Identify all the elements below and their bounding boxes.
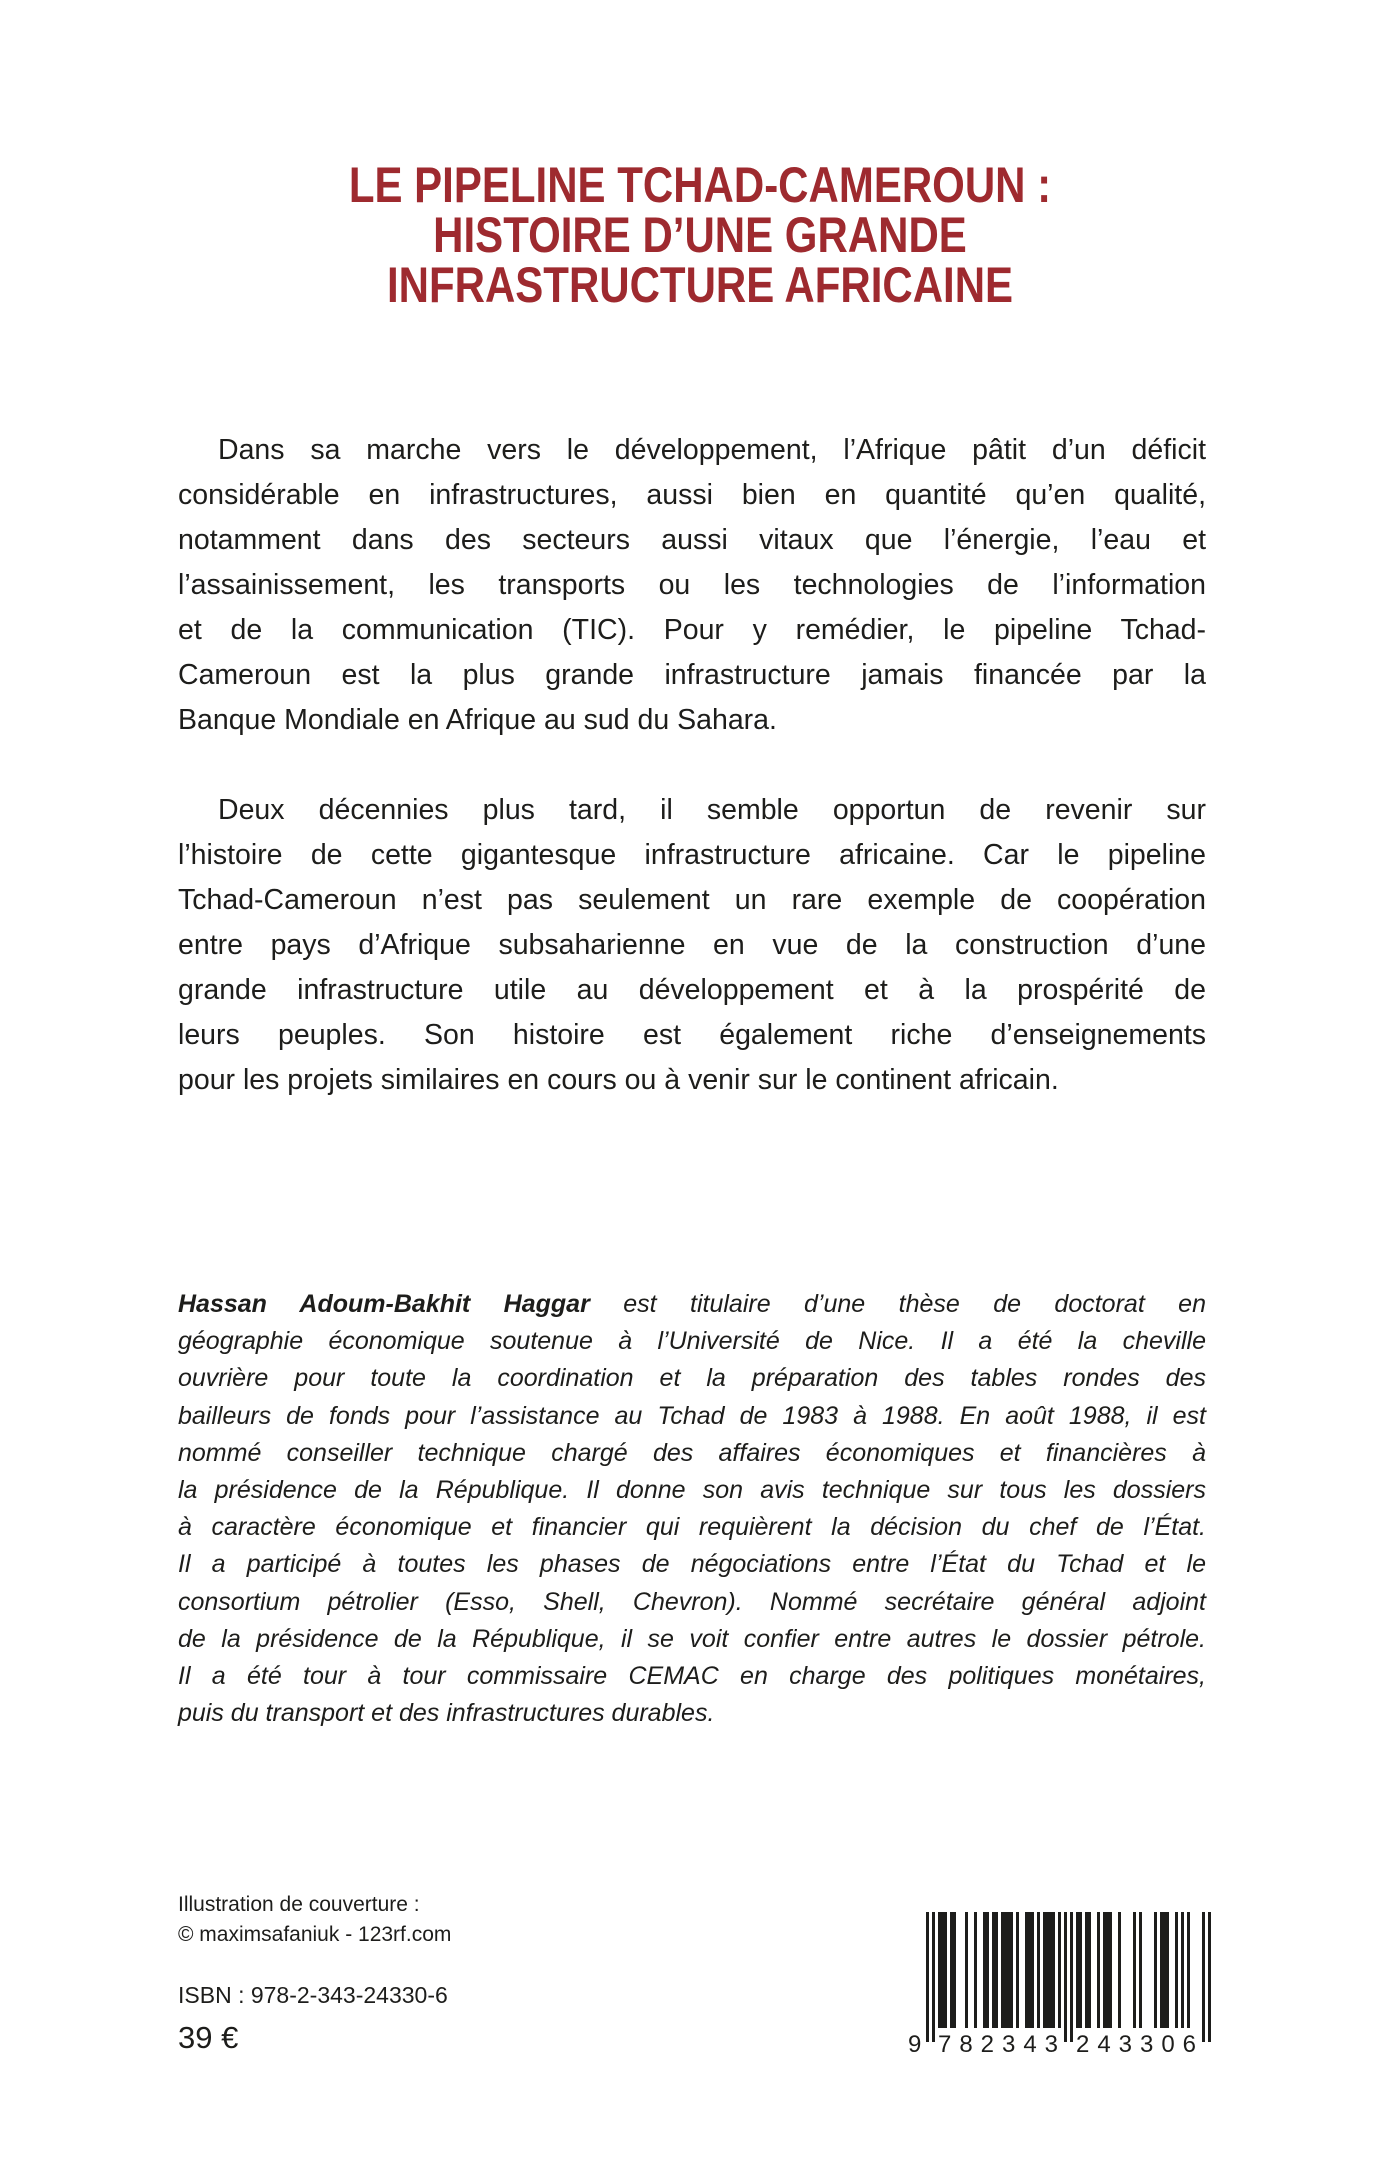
bio-line: Il a été tour à tour commissaire CEMAC en charge des politiques monétaires,	[178, 1661, 1206, 1690]
bio-line: géographie économique soutenue à l’Université de Nice. Il a été la cheville	[178, 1327, 1206, 1356]
barcode-bar	[941, 1912, 944, 2028]
barcode-bar	[1076, 1912, 1079, 2028]
barcode-bar	[1163, 1912, 1166, 2028]
barcode-bar	[1181, 1912, 1184, 2028]
title-line-2: HISTOIRE D’UNE GRANDE	[433, 207, 967, 263]
illustration-label: Illustration de couverture :	[178, 1893, 420, 1916]
isbn-barcode	[900, 1912, 1220, 2062]
barcode-bar	[1208, 1912, 1211, 2042]
paragraph-line: grande infrastructure utile au développement et à la prospérité de	[178, 974, 1206, 1006]
paragraph-line: entre pays d’Afrique subsaharienne en vue de la construction d’une	[178, 929, 1206, 961]
barcode-bar	[1085, 1912, 1088, 2028]
bio-line: ouvrière pour toute la coordination et la préparation des tables rondes des	[178, 1364, 1206, 1393]
barcode-bar	[1010, 1912, 1013, 2028]
barcode-bar	[1166, 1912, 1169, 2028]
barcode-bar	[965, 1912, 968, 2028]
barcode-bar	[1160, 1912, 1163, 2028]
barcode-bar	[1031, 1912, 1034, 2028]
barcode-bar	[1202, 1912, 1205, 2042]
author-name: Hassan Adoum-Bakhit Haggar	[178, 1290, 590, 1318]
bio-line: à caractère économique et financier qui requièrent la décision du chef de l’État.	[178, 1513, 1206, 1542]
summary-paragraph-1	[178, 428, 1206, 743]
bio-line: Il a participé à toutes les phases de négociations entre l’État du Tchad et le	[178, 1550, 1206, 1579]
barcode-bar	[1133, 1912, 1136, 2028]
barcode-right-digits: 243306	[1076, 2031, 1196, 2058]
barcode-bar	[983, 1912, 986, 2028]
barcode-bar	[1043, 1912, 1046, 2028]
isbn: ISBN : 978-2-343-24330-6	[178, 1982, 448, 2008]
barcode-bar	[1028, 1912, 1031, 2028]
paragraph-line: considérable en infrastructures, aussi bien en quantité qu’en qualité,	[178, 479, 1206, 511]
bio-lines	[178, 1323, 1206, 1732]
barcode-bar	[1052, 1912, 1055, 2028]
bio-first-line-text: est titulaire d’une thèse de doctorat en	[623, 1290, 1206, 1318]
barcode-bar	[1064, 1912, 1067, 2042]
paragraph-line: et de la communication (TIC). Pour y remédier, le pipeline Tchad-	[178, 614, 1206, 646]
barcode-bar	[1037, 1912, 1040, 2028]
bio-line	[178, 1286, 1206, 1323]
barcode-bar	[1088, 1912, 1091, 2028]
paragraph-line: Deux décennies plus tard, il semble opportun de revenir sur	[218, 794, 1206, 826]
barcode-bar	[986, 1912, 989, 2028]
barcode-bar	[953, 1912, 956, 2028]
barcode-bar	[932, 1912, 935, 2042]
barcode-left-digits: 782343	[938, 2031, 1058, 2058]
paragraph-line: Tchad-Cameroun n’est pas seulement un rare exemple de coopération	[178, 884, 1206, 916]
barcode-bar	[1187, 1912, 1190, 2028]
barcode-bar	[1079, 1912, 1082, 2028]
barcode-bar	[1097, 1912, 1100, 2028]
paragraph-line: Dans sa marche vers le développement, l’Afrique pâtit d’un déficit	[218, 434, 1206, 466]
barcode-bar	[938, 1912, 941, 2028]
barcode-bar	[944, 1912, 947, 2028]
barcode-bar	[1049, 1912, 1052, 2028]
paragraph-line: Banque Mondiale en Afrique au sud du Sahara.	[178, 704, 777, 736]
bio-line: la présidence de la République. Il donne son avis technique sur tous les dossiers	[178, 1475, 1206, 1504]
bio-line: consortium pétrolier (Esso, Shell, Chevron). Nommé secrétaire général adjoint	[178, 1587, 1206, 1616]
author-bio	[178, 1286, 1206, 1732]
barcode-bar	[1070, 1912, 1073, 2042]
paragraph-line: pour les projets similaires en cours ou à venir sur le continent africain.	[178, 1064, 1059, 1096]
barcode-bar	[995, 1912, 998, 2028]
barcode-bar	[1103, 1912, 1106, 2028]
bio-line: bailleurs de fonds pour l’assistance au Tchad de 1983 à 1988. En août 1988, il est	[178, 1401, 1206, 1430]
illustration-credit: © maximsafaniuk - 123rf.com	[178, 1923, 452, 1946]
barcode-bar	[950, 1912, 953, 2028]
barcode-bar	[1106, 1912, 1109, 2028]
barcode-bar	[1046, 1912, 1049, 2028]
bio-line: nommé conseiller technique chargé des affaires économiques et financières à	[178, 1438, 1206, 1467]
title-line-3: INFRASTRUCTURE AFRICAINE	[386, 257, 1014, 313]
barcode-bar	[1004, 1912, 1007, 2028]
barcode-bar	[1007, 1912, 1010, 2028]
cover-illustration-credit	[178, 1890, 451, 1950]
barcode-bar	[992, 1912, 995, 2028]
bio-line: puis du transport et des infrastructures durables.	[178, 1699, 715, 1728]
barcode-first-digit: 9	[908, 2031, 922, 2058]
barcode-bar	[1109, 1912, 1112, 2028]
price: 39 €	[178, 2020, 239, 2055]
barcode-bar	[1016, 1912, 1019, 2028]
paragraph-line: notamment dans des secteurs aussi vitaux que l’énergie, l’eau et	[178, 524, 1206, 556]
barcode-bar	[1139, 1912, 1142, 2028]
title-line-1: LE PIPELINE TCHAD-CAMEROUN :	[348, 157, 1052, 213]
barcode-bar	[926, 1912, 929, 2042]
barcode-bar	[1025, 1912, 1028, 2028]
summary-paragraph-2	[178, 788, 1206, 1103]
barcode-bar	[1154, 1912, 1157, 2028]
barcode-bar	[1058, 1912, 1061, 2028]
barcode-bar	[1118, 1912, 1121, 2028]
barcode-bar	[1001, 1912, 1004, 2028]
barcode-bar	[1175, 1912, 1178, 2028]
paragraph-line: Cameroun est la plus grande infrastructure jamais financée par la	[178, 659, 1206, 691]
barcode-bar	[974, 1912, 977, 2028]
paragraph-line: leurs peuples. Son histoire est également riche d’enseignements	[178, 1019, 1206, 1051]
bio-line: de la présidence de la République, il se voit confier entre autres le dossier pétrole.	[178, 1624, 1206, 1653]
paragraph-line: l’assainissement, les transports ou les technologies de l’information	[178, 569, 1206, 601]
paragraph-line: l’histoire de cette gigantesque infrastructure africaine. Car le pipeline	[178, 839, 1206, 871]
book-title	[0, 157, 1400, 313]
